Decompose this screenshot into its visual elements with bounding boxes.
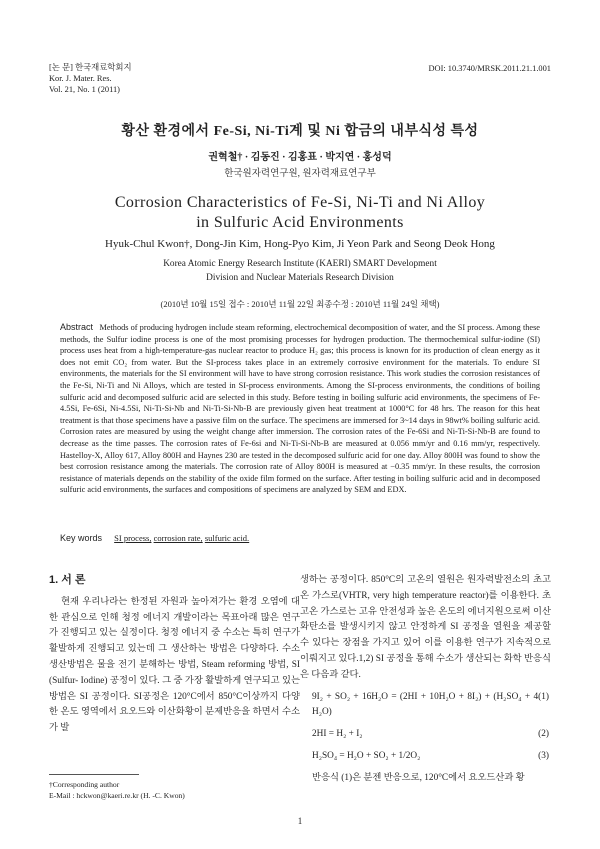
footnote [49,779,185,801]
equation-3 [312,749,551,765]
title-korean: 황산 환경에서 Fe-Si, Ni-Ti계 및 Ni 합금의 내부식성 특성 [121,124,479,139]
equation-expression: 9I₂ + SO₂ + 16H₂O = (2HI + 10H₂O + 8I₂) + (H₂SO₄ + 4 H₂O) [312,691,539,718]
title-english-line1: Corrosion Characteristics of Fe-Si, Ni-Ti and Ni Alloy [114,194,486,211]
corresponding-author: †Corresponding author [49,780,120,789]
body-paragraph: 반응식 (1)은 분젠 반응으로, 120°C에서 요오드산과 황 [312,772,525,783]
equation-2 [312,727,551,743]
journal-volume: Vol. 21, No. 1 (2011) [49,85,120,94]
keyword-item: corrosion rate, [153,533,203,543]
keywords [60,533,249,543]
keywords-label: Key words [60,533,103,543]
journal-name-ko: [논 문] 한국재료학회지 [49,63,132,72]
equation-number: (3) [538,750,549,761]
body-column-right [300,573,551,787]
author-email: E-Mail : hckwon@kaeri.re.kr (H. -C. Kwon) [49,791,185,800]
journal-info [49,62,132,95]
abstract [60,322,540,496]
page-number: 1 [297,816,303,826]
affiliation-korean: 한국원자력연구원, 원자력재료연구부 [224,169,376,179]
keyword-item: SI process, [114,533,152,543]
body-paragraph: 현재 우리나라는 한정된 자원과 높아져가는 환경 오염에 대한 관심으로 인해 청정 에너지 개발이라는 목표아래 많은 연구가 진행되고 있는 실정이다. 청정 에너지 중 수소는 특히 연구가 활발하게 진행되고 있는데 그 생산하는 방법은 다양하다. 수소 생산방법은 물을 전기 분해하는 방법, Steam reforming 방법, SI (Sulfur- Iodine) 공정이 있다. 그 중 가장 활발하게 연구되고 있는 방법은 SI 공정이다. SI공정은 120°C에서 850°C이상까지 다양한 온도 영역에서 요오드와 이산화황이 분제반응을 하면서 수소가 발 [49,596,300,734]
footnote-divider [49,774,139,775]
abstract-label: Abstract [60,322,94,332]
doi: DOI: 10.3740/MRSK.2011.21.1.001 [428,64,551,73]
equation-number: (2) [538,729,549,740]
submission-dates: (2010년 10월 15일 접수 : 2010년 11월 22일 최종수정 : 2010년 11월 24일 채택) [160,299,440,309]
keyword-item: sulfuric acid. [204,533,250,543]
abstract-text: Methods of producing hydrogen include steam reforming, electrochemical decomposition of water, and the SI process. Among these methods, the Sulfur iodine process is one of the most promising processes for hydrogen production. The thermochemical sulfur-iodine (SI) process uses heat from a high-temperature-gas nuclear reactor to produce H₂ gas; this process is known for its production of clean energy as it does not emit CO₂ from water. But the SI-process takes place in an extremely corrosive environment for the materials. To endure SI environments, the materials for the SI environment will have to have strong corrosion resistance. This work studies the corrosion resistances of the Fe-Si, Ni-Ti and Ni Alloys, which are tested in SI-process environments. Among the SI-process environments, the conditions of boiling sulfuric acid and decomposed sulfuric acid are selected in this study. Before testing in boiling sulfuric acid environments, the specimens of Fe-4.5Si, Fe-6Si, Ni-4.5Si, Ni-Ti-Si-Nb and Ni-Ti-Si-Nb-B are previously given heat treatment at 1000°C for 48 hrs. The reason for this heat treatment is that those specimens have a passive film on the surface. The specimens are immersed for 3~14 days in 98wt% boiling sulfuric acid. Corrosion rates are measured by using the weight change after immersion. The corrosion rates of the Fe-6Si and Ni-Ti-Si-Nb-B are found to decrease as the time passes. The corrosion rates of Fe-6si and Ni-Ti-Si-Nb-B are measured at 0.056 mm/yr and 0.16 mm/yr, respectively. Hastelloy-X, Alloy 617, Alloy 800H and Haynes 230 are tested in the decomposed sulfuric acid for one day. Alloy 800H was found to show the best corrosion resistance among the materials. The corrosion rate of Alloy 800H is measured at −0.35 mm/yr. In these results, the corrosion resistance of materials depends on the stability of the oxide film formed on the surface. After testing in boiling sulfuric acid and in decomposed sulfuric acid environments, the surfaces and compositions of specimens are analyzed by SEM and EDX. [60,323,540,495]
title-english-line2: in Sulfuric Acid Environments [196,213,404,231]
equation-expression: 2HI = H₂ + I₂ [312,729,363,740]
body-paragraph: 생하는 공정이다. 850°C의 고온의 열원은 원자력발전소의 초고온 가스로(VHTR, very high temperature reactor)를 이용한다. 초고온 가스로는 고유 안전성과 높은 온도의 에너지원으로써 이산화탄소를 발생시키지 않고 안정하게 SI 공정을 열원을 제공할 수 있다는 장점을 가지고 있어 이를 이용한 연구가 지속적으로 이뤄지고 있다.1,2) SI 공정을 통해 수소가 생산되는 화학 반응식은 다음과 같다. [300,575,551,680]
equation-1 [312,690,551,722]
affiliation-english-line1: Korea Atomic Energy Research Institute (KAERI) SMART Development [163,259,437,269]
affiliation-english-line2: Division and Nuclear Materials Research Division [206,273,394,283]
section-heading: 1. 서 론 [49,574,86,586]
authors-english: Hyuk-Chul Kwon†, Dong-Jin Kim, Hong-Pyo Kim, Ji Yeon Park and Seong Deok Hong [105,238,495,250]
title-english [0,193,600,232]
equation-number: (1) [538,691,549,702]
body-column-left [49,573,300,737]
equation-expression: H₂SO₄ = H₂O + SO₂ + 1/2O₂ [312,750,421,761]
journal-name-en: Kor. J. Mater. Res. [49,74,112,83]
authors-korean: 권혁철† · 김동진 · 김홍표 · 박지연 · 홍성덕 [208,152,392,163]
affiliation-english [0,257,600,285]
